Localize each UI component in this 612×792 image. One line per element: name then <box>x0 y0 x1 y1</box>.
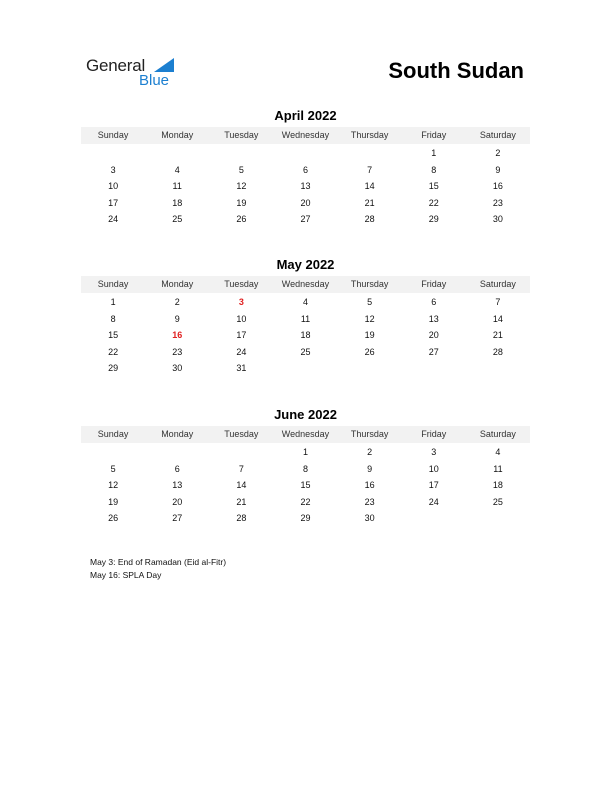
day-cell: 2 <box>495 148 501 158</box>
weekday-header <box>81 426 530 443</box>
day-cell: 9 <box>174 313 180 324</box>
day-cell: 7 <box>238 463 244 474</box>
day-cell: 2 <box>367 447 373 457</box>
day-cell: 4 <box>302 297 308 307</box>
day-cell: 20 <box>172 496 183 507</box>
day-cell: 1 <box>110 297 116 307</box>
day-cell: 23 <box>492 197 503 208</box>
weekday-label: Friday <box>421 429 447 439</box>
day-cell: 25 <box>492 496 503 507</box>
day-cell: 3 <box>431 447 437 457</box>
day-cell: 22 <box>108 346 119 357</box>
day-cell: 10 <box>108 181 119 192</box>
day-cell: 9 <box>495 164 501 175</box>
day-cell: 4 <box>495 447 501 457</box>
day-cell: 27 <box>172 513 183 524</box>
day-cell: 23 <box>364 496 375 507</box>
day-cell: 1 <box>431 148 437 158</box>
day-cell: 26 <box>364 346 375 357</box>
weekday-label: Monday <box>161 279 194 289</box>
day-cell: 26 <box>108 513 119 524</box>
weekday-header <box>81 276 530 293</box>
weekday-header <box>81 127 530 144</box>
weekday-label: Thursday <box>350 279 389 289</box>
day-cell: 11 <box>493 463 503 474</box>
day-cell: 24 <box>108 214 119 225</box>
day-grid <box>81 145 530 228</box>
weekday-label: Sunday <box>97 279 129 289</box>
logo-text-blue: Blue <box>139 72 170 89</box>
day-cell: 5 <box>367 297 373 307</box>
empty-day-cell <box>81 444 145 461</box>
day-cell: 21 <box>364 197 375 208</box>
day-cell: 10 <box>428 463 439 474</box>
weekday-label: Monday <box>161 429 194 439</box>
empty-day-cell <box>209 444 273 461</box>
generalblue-logo <box>86 56 196 92</box>
logo-triangle-icon <box>154 58 174 72</box>
day-cell: 3 <box>110 164 116 175</box>
day-cell: 29 <box>300 513 311 524</box>
day-cell: 14 <box>492 313 503 324</box>
day-cell: 31 <box>236 363 247 374</box>
holiday-note: May 16: SPLA Day <box>90 569 162 580</box>
day-cell: 18 <box>492 480 503 491</box>
day-cell: 18 <box>300 330 311 341</box>
day-cell: 25 <box>300 346 311 357</box>
weekday-label: Wednesday <box>281 279 330 289</box>
empty-day-cell <box>145 145 209 162</box>
day-cell: 18 <box>172 197 183 208</box>
day-cell: 5 <box>110 463 116 474</box>
day-cell: 10 <box>236 313 247 324</box>
day-cell: 17 <box>236 330 247 341</box>
day-cell: 15 <box>108 330 119 341</box>
day-cell: 27 <box>428 346 439 357</box>
empty-day-cell <box>81 145 145 162</box>
weekday-label: Saturday <box>479 279 516 289</box>
day-cell: 30 <box>364 513 375 524</box>
day-cell: 28 <box>364 214 375 225</box>
day-cell: 19 <box>364 330 375 341</box>
day-cell: 25 <box>172 214 183 225</box>
weekday-label: Friday <box>421 130 447 140</box>
month-title: June 2022 <box>274 407 337 422</box>
day-cell: 5 <box>238 164 244 175</box>
day-cell: 30 <box>172 363 183 374</box>
day-cell: 17 <box>108 197 119 208</box>
day-cell: 22 <box>428 197 439 208</box>
day-cell: 8 <box>431 164 437 175</box>
day-cell: 11 <box>172 181 182 192</box>
weekday-label: Tuesday <box>224 130 259 140</box>
day-cell: 16 <box>364 480 375 491</box>
month-title: April 2022 <box>274 108 337 123</box>
weekday-label: Saturday <box>479 429 516 439</box>
day-cell: 27 <box>300 214 311 225</box>
holiday-notes <box>90 556 226 581</box>
weekday-label: Wednesday <box>281 429 330 439</box>
day-cell: 17 <box>428 480 439 491</box>
weekday-label: Sunday <box>97 429 129 439</box>
day-cell: 29 <box>108 363 119 374</box>
holiday-note: May 3: End of Ramadan (Eid al-Fitr) <box>90 557 227 567</box>
empty-day-cell <box>209 145 273 162</box>
day-cell: 14 <box>236 480 247 491</box>
day-cell: 15 <box>300 480 311 491</box>
day-cell: 21 <box>492 330 503 341</box>
day-cell: 23 <box>172 346 183 357</box>
day-cell: 14 <box>364 181 375 192</box>
day-cell: 22 <box>300 496 311 507</box>
empty-day-cell <box>338 145 402 162</box>
month-april <box>81 108 530 228</box>
weekday-label: Monday <box>161 130 194 140</box>
weekday-label: Friday <box>421 279 447 289</box>
empty-day-cell <box>145 444 209 461</box>
day-cell: 29 <box>428 214 439 225</box>
month-title: May 2022 <box>276 257 335 272</box>
weekday-label: Wednesday <box>281 130 330 140</box>
day-cell: 12 <box>236 181 247 192</box>
day-cell: 24 <box>236 346 247 357</box>
day-cell: 1 <box>302 447 308 457</box>
day-cell: 4 <box>174 164 180 175</box>
day-cell: 19 <box>236 197 247 208</box>
day-cell: 16 <box>492 181 503 192</box>
month-may <box>81 257 530 377</box>
month-june <box>81 407 530 527</box>
day-cell: 19 <box>108 496 119 507</box>
day-cell: 13 <box>172 480 183 491</box>
logo-text-general: General <box>86 56 146 75</box>
day-cell: 26 <box>236 214 247 225</box>
day-grid <box>81 294 530 377</box>
weekday-label: Tuesday <box>224 279 259 289</box>
day-cell: 12 <box>364 313 375 324</box>
day-cell: 24 <box>428 496 439 507</box>
day-cell: 9 <box>367 463 373 474</box>
day-cell: 28 <box>236 513 247 524</box>
day-cell: 2 <box>174 297 180 307</box>
holiday-day-cell: 16 <box>172 330 183 341</box>
country-title: South Sudan <box>388 58 524 83</box>
empty-day-cell <box>273 145 337 162</box>
day-cell: 12 <box>108 480 119 491</box>
day-cell: 7 <box>367 164 373 175</box>
weekday-label: Tuesday <box>224 429 259 439</box>
day-cell: 28 <box>492 346 503 357</box>
day-grid <box>81 444 530 527</box>
day-cell: 11 <box>300 313 311 324</box>
day-cell: 20 <box>428 330 439 341</box>
day-cell: 6 <box>302 164 308 175</box>
day-cell: 20 <box>300 197 311 208</box>
day-cell: 21 <box>236 496 247 507</box>
day-cell: 6 <box>431 297 437 307</box>
day-cell: 30 <box>492 214 503 225</box>
weekday-label: Thursday <box>350 130 389 140</box>
day-cell: 13 <box>428 313 439 324</box>
day-cell: 15 <box>428 181 439 192</box>
holiday-day-cell: 3 <box>238 297 244 307</box>
weekday-label: Thursday <box>350 429 389 439</box>
day-cell: 6 <box>174 463 180 474</box>
day-cell: 8 <box>110 313 116 324</box>
day-cell: 8 <box>302 463 308 474</box>
weekday-label: Saturday <box>479 130 516 140</box>
day-cell: 13 <box>300 181 311 192</box>
weekday-label: Sunday <box>97 130 129 140</box>
day-cell: 7 <box>495 297 501 307</box>
